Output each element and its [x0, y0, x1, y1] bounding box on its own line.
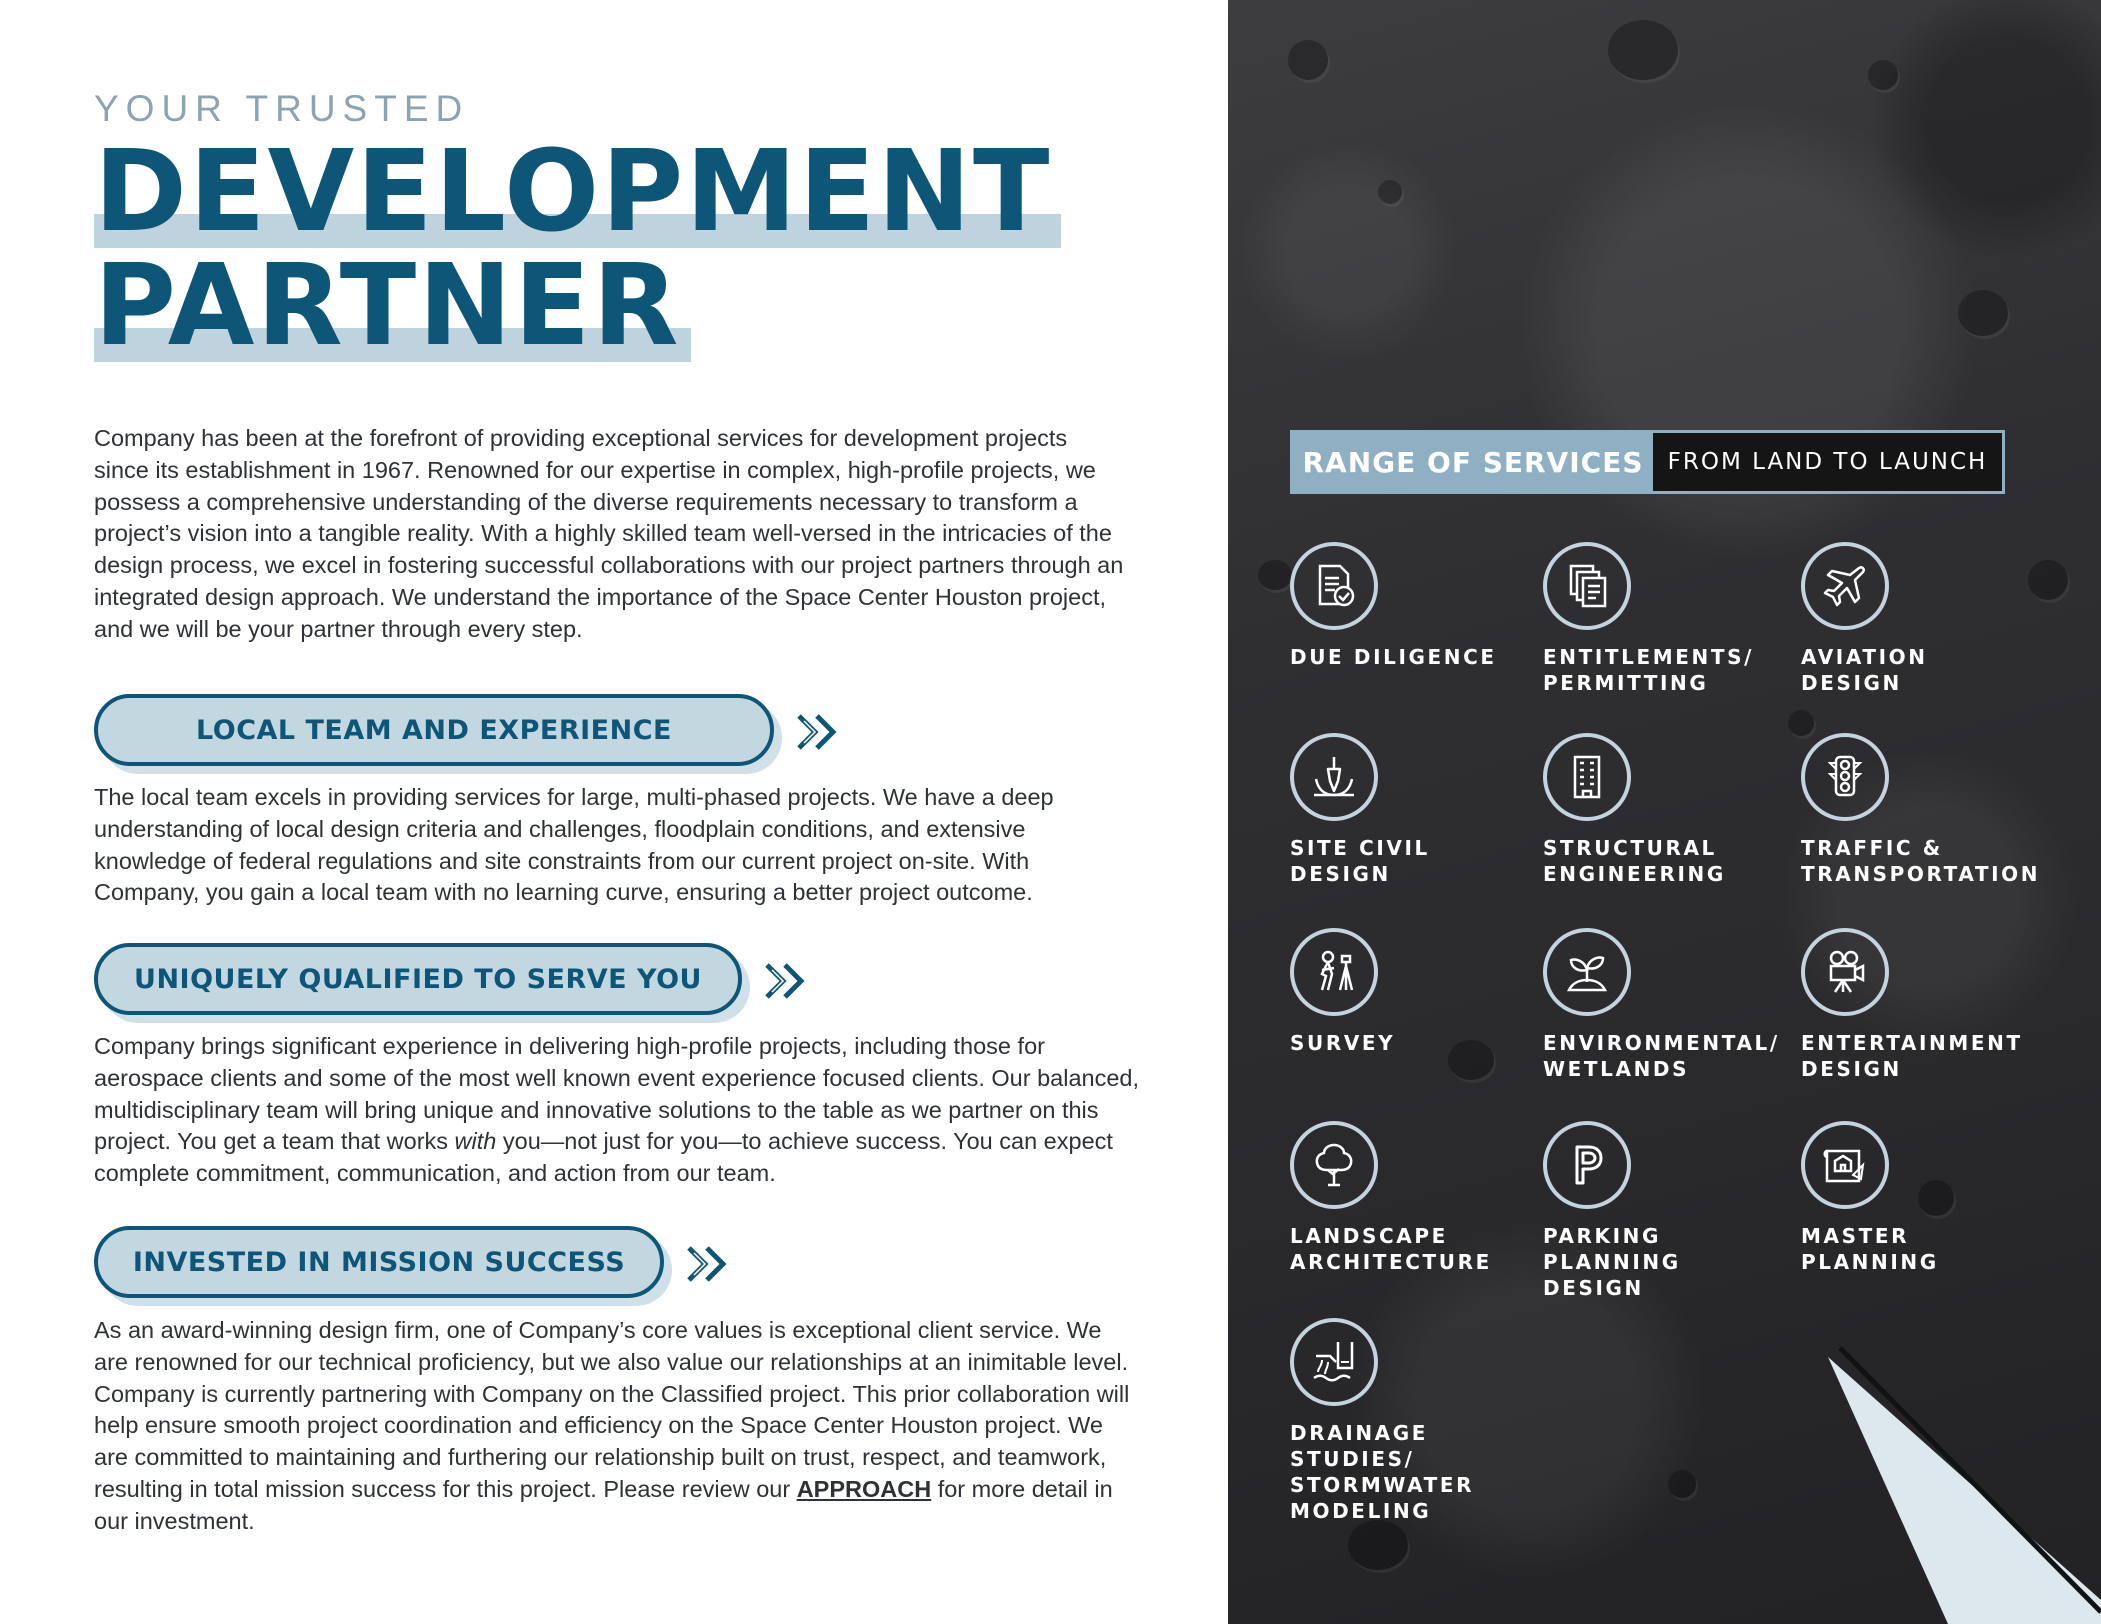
service-site-civil-design: SITE CIVIL DESIGN: [1290, 733, 1530, 887]
section-heading-uniquely-qualified: [94, 943, 742, 1015]
service-entitlements-permitting: ENTITLEMENTS/ PERMITTING: [1543, 542, 1783, 696]
service-entertainment-design: ENTERTAINMENT DESIGN: [1801, 928, 2041, 1082]
service-aviation-design: AVIATION DESIGN: [1801, 542, 2041, 696]
service-survey: SURVEY: [1290, 928, 1530, 1056]
double-chevron-right-icon: [685, 1244, 731, 1284]
double-chevron-right-icon: [795, 712, 841, 752]
section-body-uniquely-qualified: Company brings significant experience in delivering high-profile projects, including those for aerospace clients and some of the most well known event experience focused clients. Our balanced, multidisciplinary team will bring unique and innovative solutions to the table as we partner on this project. You get a team that works with you—not just for you—to achieve success. You can expect complete commitment, communication, and action from our team.: [94, 1033, 1140, 1187]
service-environmental-wetlands: ENVIRONMENTAL/ WETLANDS: [1543, 928, 1783, 1082]
service-due-diligence: DUE DILIGENCE: [1290, 542, 1530, 670]
service-traffic-transportation: TRAFFIC & TRANSPORTATION: [1801, 733, 2041, 887]
range-of-services-label: RANGE OF SERVICES: [1293, 433, 1653, 491]
light-beam-decoration: [1228, 0, 2101, 1624]
services-panel: [1228, 0, 2101, 1624]
service-drainage-stormwater: DRAINAGE STUDIES/ STORMWATER MODELING: [1290, 1318, 1530, 1524]
service-structural-engineering: STRUCTURAL ENGINEERING: [1543, 733, 1783, 887]
service-parking-planning-design: PARKING PLANNING DESIGN: [1543, 1121, 1783, 1301]
section-body-mission-success: As an award-winning design firm, one of Company’s core values is exceptional client service. We are renowned for our technical proficiency, but we also value our relationships at an inimitable level. Company is currently partnering with Company on the Classified project. This prior collaboration will help ensure smooth project coordination and efficiency on the Space Center Houston project. We are committed to maintaining and furthering our relationship built on trust, respect, and teamwork, resulting in total mission success for this project. Please review our APPROACH for more detail in our investment.: [94, 1317, 1130, 1534]
emphasis-text: with: [454, 1128, 497, 1155]
section-heading-pill: INVESTED IN MISSION SUCCESS: [94, 1226, 664, 1298]
service-landscape-architecture: LANDSCAPE ARCHITECTURE: [1290, 1121, 1530, 1275]
page-title-line-1: DEVELOPMENT: [94, 136, 1051, 248]
section-heading-local-team: [94, 694, 774, 766]
intro-paragraph: Company has been at the forefront of providing exceptional services for development projects since its establishment in 1967. Renowned for our expertise in complex, high-profile projects, we possess a comprehensive understanding of the diverse requirements necessary to transform a project’s vision into a tangible reality. With a highly skilled team well-versed in the intricacies of the design process, we excel in fostering successful collaborations with our project partners through an integrated design approach. We understand the importance of the Space Center Houston project, and we will be your partner through every step.: [94, 425, 1124, 642]
section-heading-pill: LOCAL TEAM AND EXPERIENCE: [94, 694, 774, 766]
section-heading-mission-success: [94, 1226, 664, 1298]
section-body-local-team: The local team excels in providing services for large, multi-phased projects. We have a deep understanding of local design criteria and challenges, floodplain conditions, and extensive knowledge of federal regulations and site constraints from our current project on-site. With Company, you gain a local team with no learning curve, ensuring a better project outcome.: [94, 784, 1054, 906]
eyebrow-text: YOUR TRUSTED: [94, 88, 470, 129]
from-land-to-launch-label: FROM LAND TO LAUNCH: [1653, 433, 2002, 491]
double-chevron-right-icon: [763, 961, 809, 1001]
service-master-planning: MASTER PLANNING: [1801, 1121, 2041, 1275]
page-title-line-2: PARTNER: [94, 250, 681, 362]
approach-link[interactable]: APPROACH: [796, 1475, 932, 1502]
section-heading-pill: UNIQUELY QUALIFIED TO SERVE YOU: [94, 943, 742, 1015]
